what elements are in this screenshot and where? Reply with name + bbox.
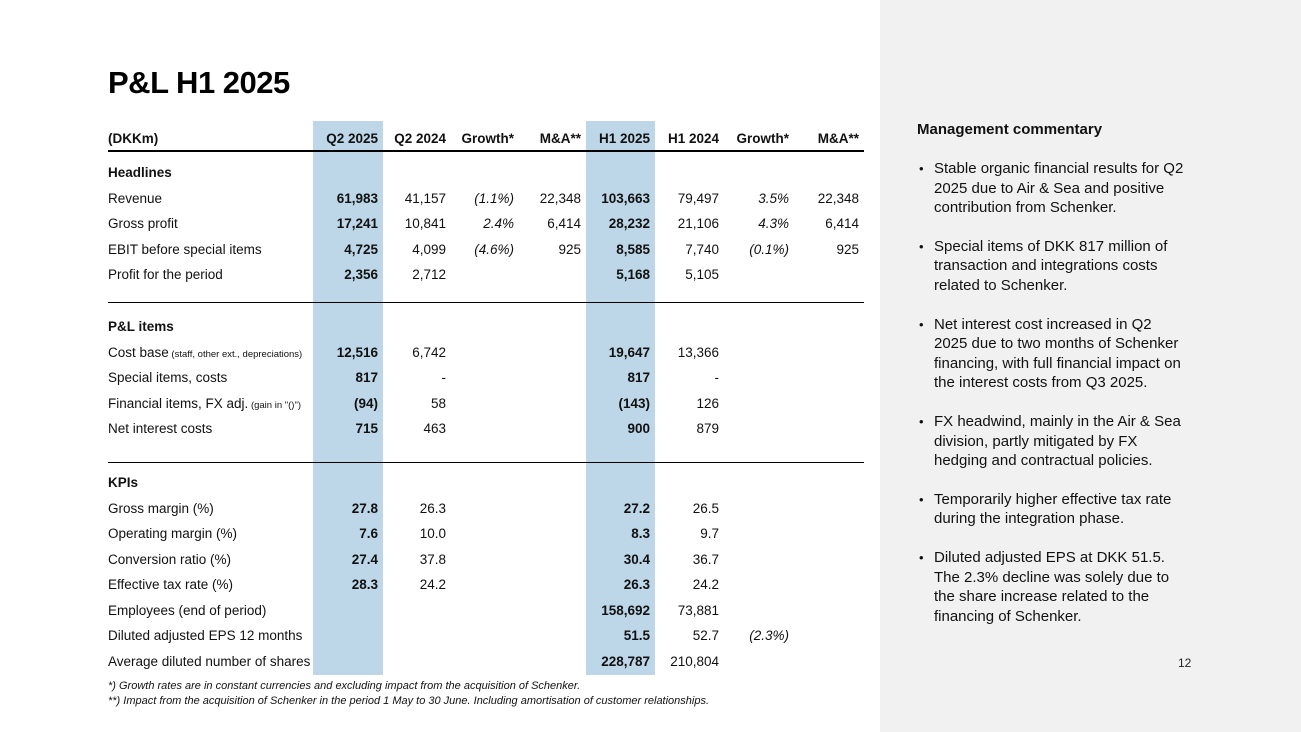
section-header-row	[108, 314, 864, 340]
cell-value: 8.3	[631, 526, 650, 542]
cell-value: 463	[423, 421, 446, 437]
footnote-line: **) Impact from the acquisition of Schenker in the period 1 May to 30 June. Including amortisation of customer relationships.	[108, 695, 710, 707]
column-header: M&A**	[539, 131, 581, 146]
cell-value: (143)	[618, 395, 650, 411]
cell-value: (0.1%)	[749, 241, 789, 257]
row-label	[108, 628, 313, 643]
section-header-label: Headlines	[108, 165, 172, 181]
column-header: Growth*	[736, 131, 789, 146]
commentary-bullet	[917, 412, 1189, 471]
commentary-bullet	[917, 159, 1189, 218]
cell-value: 4.3%	[758, 216, 789, 232]
cell-value: 36.7	[692, 551, 719, 567]
commentary-title: Management commentary	[917, 121, 1103, 138]
row-label-text: Diluted adjusted EPS 12 months	[108, 628, 303, 644]
commentary-block	[917, 121, 1207, 645]
cell-value: 715	[355, 421, 378, 437]
table-row	[108, 649, 864, 675]
bullet-icon: •	[919, 238, 924, 254]
table-row	[108, 262, 864, 288]
cell-value: 26.5	[692, 500, 719, 516]
bullet-text: Stable organic financial results for Q2 2025 due to Air & Sea and positive contribution from Schenker.	[934, 160, 1184, 217]
commentary-bullet	[917, 315, 1189, 393]
cell-value: 13,366	[677, 344, 719, 360]
row-label	[108, 242, 313, 257]
table-row	[108, 340, 864, 366]
cell-value: 28,232	[608, 216, 650, 232]
cell-value: 28.3	[351, 577, 378, 593]
row-label	[108, 396, 313, 411]
cell-value: 5,105	[685, 267, 719, 283]
cell-value: 879	[696, 421, 719, 437]
section-divider	[108, 302, 864, 303]
cell-value: 7.6	[359, 526, 378, 542]
cell-value: 210,804	[670, 653, 719, 669]
table-row	[108, 547, 864, 573]
cell-value: 2.4%	[483, 216, 514, 232]
row-label	[108, 370, 313, 385]
column-header: H1 2025	[598, 131, 650, 146]
row-label	[108, 526, 313, 541]
row-label-suffix: (gain in "()")	[248, 399, 301, 411]
commentary-bullet	[917, 548, 1189, 626]
table-row	[108, 521, 864, 547]
row-label-text: Financial items, FX adj.	[108, 395, 249, 411]
cell-value: 925	[836, 241, 859, 257]
cell-value: 10,841	[404, 216, 446, 232]
cell-value: 51.5	[623, 628, 650, 644]
cell-value: 52.7	[692, 628, 719, 644]
cell-value: (1.1%)	[474, 190, 514, 206]
cell-value: 17,241	[336, 216, 378, 232]
cell-value: 19,647	[608, 344, 650, 360]
bullet-text: Temporarily higher effective tax rate during the integration phase.	[934, 490, 1172, 528]
row-label	[108, 577, 313, 592]
row-label-text: Revenue	[108, 190, 163, 206]
cell-value: 27.8	[351, 500, 378, 516]
row-label-text: Employees (end of period)	[108, 602, 267, 618]
cell-value: 37.8	[419, 551, 446, 567]
row-label	[108, 191, 313, 206]
bullet-text: Net interest cost increased in Q2 2025 due to two months of Schenker financing, with full financial impact on the interest costs from Q3 2025.	[934, 315, 1181, 392]
cell-value: -	[441, 370, 446, 386]
table-row	[108, 365, 864, 391]
cell-value: 900	[627, 421, 650, 437]
column-header: M&A**	[817, 131, 859, 146]
row-label-text: Profit for the period	[108, 267, 223, 283]
cell-value: 61,983	[336, 190, 378, 206]
cell-value: 103,663	[601, 190, 650, 206]
row-label	[108, 654, 313, 669]
cell-value: 41,157	[404, 190, 446, 206]
table-row	[108, 237, 864, 263]
cell-value: (4.6%)	[474, 241, 514, 257]
commentary-bullet	[917, 490, 1189, 529]
row-label-text: Special items, costs	[108, 370, 228, 386]
bullet-icon: •	[919, 161, 924, 176]
bullet-icon: •	[919, 491, 924, 507]
row-label	[108, 603, 313, 618]
column-header: Growth*	[461, 131, 514, 146]
cell-value: 30.4	[623, 551, 650, 567]
cell-value: 8,585	[616, 241, 650, 257]
cell-value: 73,881	[677, 602, 719, 618]
section-header-row	[108, 160, 864, 186]
cell-value: 27.4	[351, 551, 378, 567]
row-label-text: Cost base	[108, 344, 169, 360]
cell-value: 10.0	[419, 526, 446, 542]
commentary-panel	[880, 0, 1301, 732]
row-label-text: Gross profit	[108, 216, 178, 232]
column-header: H1 2024	[667, 131, 719, 146]
row-label-text: Effective tax rate (%)	[108, 577, 234, 593]
row-label-suffix: (staff, other ext., depreciations)	[168, 348, 303, 360]
table-header-row	[108, 121, 864, 152]
cell-value: 7,740	[685, 241, 719, 257]
cell-value: 4,725	[344, 241, 378, 257]
cell-value: 6,742	[412, 344, 446, 360]
cell-value: 9.7	[700, 526, 719, 542]
cell-value: 12,516	[336, 344, 378, 360]
table-row	[108, 496, 864, 522]
cell-value: 24.2	[692, 577, 719, 593]
cell-value: 2,712	[412, 267, 446, 283]
table-row	[108, 598, 864, 624]
table-row	[108, 572, 864, 598]
row-label-text: EBIT before special items	[108, 241, 262, 257]
row-label-text: Operating margin (%)	[108, 526, 238, 542]
row-label-text: Average diluted number of shares	[108, 653, 311, 669]
row-label	[108, 345, 313, 360]
cell-value: 925	[558, 241, 581, 257]
section-header-label: KPIs	[108, 475, 139, 491]
cell-value: 26.3	[623, 577, 650, 593]
bullet-text: Diluted adjusted EPS at DKK 51.5. The 2.3% decline was solely due to the share increase related to the financing of Schenker.	[934, 548, 1170, 625]
section-header-row	[108, 470, 864, 496]
cell-value: -	[714, 370, 719, 386]
table-row	[108, 391, 864, 417]
cell-value: (94)	[353, 395, 378, 411]
cell-value: 6,414	[547, 216, 581, 232]
row-label-text: Gross margin (%)	[108, 500, 214, 516]
bullet-icon: •	[919, 549, 924, 565]
unit-label: (DKKm)	[108, 131, 159, 146]
cell-value: 4,099	[412, 241, 446, 257]
cell-value: 2,356	[344, 267, 378, 283]
section-header-label: P&L items	[108, 319, 174, 335]
bullet-icon: •	[919, 413, 924, 429]
cell-value: 158,692	[601, 602, 650, 618]
cell-value: 79,497	[677, 190, 719, 206]
column-header: Q2 2025	[326, 131, 378, 146]
row-label	[108, 421, 313, 436]
table-row	[108, 211, 864, 237]
pnl-table-body	[108, 121, 864, 674]
cell-value: 24.2	[419, 577, 446, 593]
cell-value: 228,787	[601, 653, 650, 669]
cell-value: 22,348	[817, 190, 859, 206]
footnotes	[108, 679, 864, 709]
pnl-table	[108, 121, 864, 709]
cell-value: 5,168	[616, 267, 650, 283]
section-divider	[108, 462, 864, 463]
commentary-bullet-list	[917, 159, 1189, 626]
footnote-line: *) Growth rates are in constant currencies and excluding impact from the acquisition of Schenker.	[108, 680, 581, 692]
cell-value: 27.2	[623, 500, 650, 516]
row-label	[108, 552, 313, 567]
row-label	[108, 216, 313, 231]
row-label	[108, 501, 313, 516]
table-row	[108, 623, 864, 649]
cell-value: 3.5%	[758, 190, 789, 206]
cell-value: 22,348	[539, 190, 581, 206]
cell-value: 817	[355, 370, 378, 386]
cell-value: (2.3%)	[749, 628, 789, 644]
bullet-text: Special items of DKK 817 million of transaction and integrations costs related to Schenker.	[934, 237, 1168, 294]
table-row	[108, 416, 864, 442]
cell-value: 26.3	[419, 500, 446, 516]
table-row	[108, 186, 864, 212]
row-label	[108, 267, 313, 282]
commentary-bullet	[917, 237, 1189, 296]
cell-value: 21,106	[677, 216, 719, 232]
row-label-text: Net interest costs	[108, 421, 213, 437]
cell-value: 126	[696, 395, 719, 411]
bullet-icon: •	[919, 316, 924, 332]
cell-value: 6,414	[825, 216, 859, 232]
bullet-text: FX headwind, mainly in the Air & Sea division, partly mitigated by FX hedging and contractual policies.	[934, 412, 1181, 470]
page-title: P&L H1 2025	[108, 65, 290, 100]
cell-value: 58	[430, 395, 446, 411]
cell-value: 817	[627, 370, 650, 386]
row-label-text: Conversion ratio (%)	[108, 551, 232, 567]
page-number: 12	[1178, 656, 1192, 670]
column-header: Q2 2024	[394, 131, 446, 146]
